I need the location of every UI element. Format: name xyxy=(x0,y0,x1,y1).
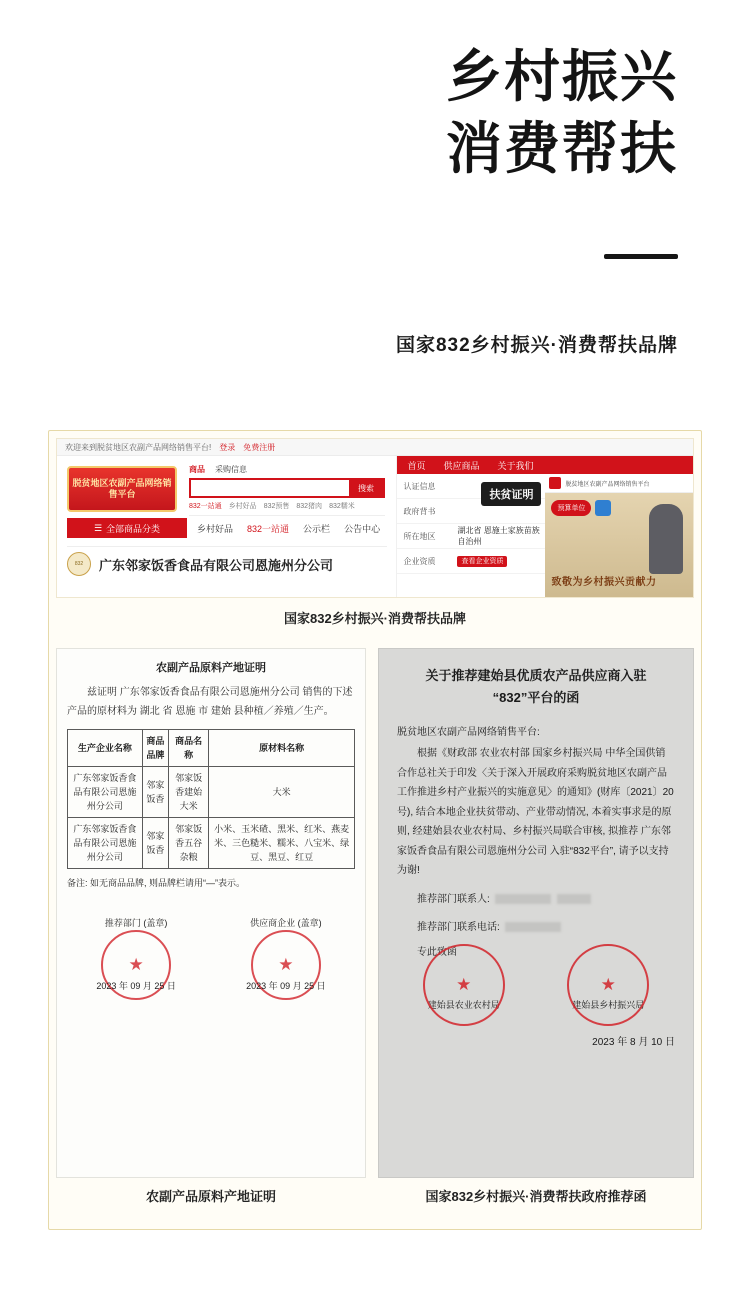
contact-person-label: 推荐部门联系人: xyxy=(417,893,490,905)
cell-material-0: 大米 xyxy=(209,767,355,818)
view-qualification-button[interactable]: 查看企业资质 xyxy=(457,556,507,567)
stamp-agriculture-bureau-letter: ★ xyxy=(423,944,505,1026)
cell-producer-1: 广东邻家饭香食品有限公司恩施州分公司 xyxy=(68,818,143,869)
search-tab-goods[interactable]: 商品 xyxy=(189,465,205,474)
letter-dept-left-label: 建始县农业农村局 xyxy=(427,999,500,1010)
banner-topstrip xyxy=(545,474,693,493)
menu-icon: ☰ xyxy=(93,522,103,533)
nav-item-1[interactable]: 832一站通 xyxy=(247,523,290,534)
government-recommendation-letter xyxy=(378,648,694,1178)
info-key-2: 所在地区 xyxy=(403,531,436,541)
letter-title-line1: 关于推荐建始县优质农产品供应商入驻 xyxy=(425,668,647,683)
star-icon: ★ xyxy=(278,955,294,974)
tab-supply-goods[interactable]: 供应商品 xyxy=(443,460,480,471)
platform-right-tabs xyxy=(397,456,693,474)
letter-contact-person xyxy=(397,891,675,909)
search-keywords xyxy=(189,501,385,516)
keyword-0[interactable]: 832一站通 xyxy=(189,503,222,510)
origin-certificate-paragraph: 兹证明 广东邻家饭香食品有限公司恩施州分公司 销售的下述产品的原材料为 湖北 省 恩施 市 建始 县种植／养殖／生产。 xyxy=(67,687,353,717)
banner-pill-button[interactable]: 预算单位 xyxy=(551,500,591,516)
cell-brand-1: 邻家饭香 xyxy=(142,818,168,869)
signature-row xyxy=(67,916,355,994)
keyword-4[interactable]: 832糯米 xyxy=(329,503,355,510)
origin-certificate-caption: 农副产品原料产地证明 xyxy=(145,1189,276,1204)
contact-phone-label: 推荐部门联系电话: xyxy=(417,921,500,933)
cell-product-0: 邻家饭香建始大米 xyxy=(169,767,209,818)
tab-home[interactable]: 首页 xyxy=(407,460,426,471)
redacted-contact-person xyxy=(495,894,551,904)
letter-title-line2: “832”平台的函 xyxy=(492,690,580,705)
platform-right xyxy=(397,456,693,598)
topbar-register-link[interactable]: 免费注册 xyxy=(243,442,276,452)
company-name: 广东邻家饭香食品有限公司恩施州分公司 xyxy=(99,557,334,573)
redacted-contact-phone xyxy=(505,922,561,932)
company-bar xyxy=(67,546,387,581)
cell-producer-0: 广东邻家饭香食品有限公司恩施州分公司 xyxy=(68,767,143,818)
search-tab-purchase[interactable]: 采购信息 xyxy=(215,465,247,474)
letter-contact-phone xyxy=(397,919,675,937)
col-raw-material: 原材料名称 xyxy=(209,730,355,767)
screenshot-caption: 国家832乡村振兴·消费帮扶品牌 xyxy=(283,611,467,626)
topbar-welcome: 欢迎来到脱贫地区农副产品网络销售平台! xyxy=(65,442,212,452)
hero-section xyxy=(0,0,750,300)
info-row xyxy=(397,524,545,549)
origin-certificate-table xyxy=(67,729,355,869)
letter-paragraph: 根据《财政部 农业农村部 国家乡村振兴局 中华全国供销合作总社关于印发〈关于深入开展政府采购脱贫地区农副产品工作推进乡村产业振兴的实施意见〉的通知》(财库〔2021〕20 号), 结合本地企业扶贫带动、产业带动情况, 本着实事求是的原则, 经建始县农业农村局、乡村振兴局联合审核, 拟推荐 广东邻家饭香食品有限公司恩施州分公司 入驻“832平台”, 请予以支持为谢! xyxy=(397,748,674,876)
info-value-2: 湖北省 恩施土家族苗族自治州 xyxy=(457,526,540,546)
promo-banner xyxy=(545,474,693,598)
hero-divider xyxy=(604,254,678,259)
letter-title xyxy=(397,665,675,709)
hero-subtitle: 国家832乡村振兴·消费帮扶品牌 xyxy=(395,335,678,356)
hero-title xyxy=(446,46,678,180)
banner-pill-row xyxy=(551,500,611,516)
letter-dept-right xyxy=(542,974,675,1011)
letter-dept-left xyxy=(397,974,530,1011)
letter-date: 2023 年 8 月 10 日 xyxy=(592,1036,675,1048)
search-tabs xyxy=(189,464,385,475)
cell-material-1: 小米、玉米碴、黑米、红米、燕麦米、三色糙米、糯米、八宝米、绿豆、黑豆、红豆 xyxy=(209,818,355,869)
table-row xyxy=(68,767,355,818)
platform-body xyxy=(57,456,693,598)
signature-right-label: 供应商企业 (盖章) xyxy=(250,918,322,928)
banner-slogan: 致敬为乡村振兴贡献力 xyxy=(551,577,657,588)
banner-mark-icon xyxy=(549,477,561,489)
letter-closing: 专此致函 xyxy=(417,946,457,958)
cell-product-1: 邻家饭香五谷杂粮 xyxy=(169,818,209,869)
topbar-login-link[interactable]: 登录 xyxy=(219,442,236,452)
info-key-1: 政府背书 xyxy=(403,506,436,516)
info-key-0: 认证信息 xyxy=(403,481,436,491)
letter-caption: 国家832乡村振兴·消费帮扶政府推荐函 xyxy=(425,1189,647,1204)
platform-topbar xyxy=(57,439,693,456)
stamp-rural-revitalization-bureau: ★ xyxy=(567,944,649,1026)
table-header-row xyxy=(68,730,355,767)
nav-item-0[interactable]: 乡村好品 xyxy=(197,523,234,534)
hero-title-line1: 乡村振兴 xyxy=(446,45,678,108)
platform-left xyxy=(57,456,397,598)
cell-brand-0: 邻家饭香 xyxy=(142,767,168,818)
table-row xyxy=(68,818,355,869)
signature-right-date: 2023 年 09 月 25 日 xyxy=(246,981,326,991)
keyword-3[interactable]: 832猪肉 xyxy=(296,503,323,510)
banner-figure xyxy=(649,504,683,574)
letter-dept-row xyxy=(397,974,675,1011)
keyword-2[interactable]: 832预售 xyxy=(263,503,290,510)
signature-right xyxy=(217,916,355,994)
col-product-name: 商品名称 xyxy=(169,730,209,767)
avatar xyxy=(595,500,611,516)
nav-items xyxy=(187,522,387,535)
all-categories-button[interactable] xyxy=(67,518,187,538)
signature-left-label: 推荐部门 (盖章) xyxy=(104,918,168,928)
signature-left-date: 2023 年 09 月 25 日 xyxy=(96,981,176,991)
col-producer: 生产企业名称 xyxy=(68,730,143,767)
origin-certificate-title: 农副产品原料产地证明 xyxy=(156,662,266,674)
poverty-certificate-badge: 扶贫证明 xyxy=(481,482,541,506)
platform-screenshot xyxy=(56,438,694,598)
banner-mark-text: 脱贫地区农副产品网络销售平台 xyxy=(565,481,650,488)
search-button[interactable]: 搜索 xyxy=(349,480,383,496)
search-area xyxy=(189,464,385,516)
origin-certificate-document xyxy=(56,648,366,1178)
letter-dept-right-label: 建始县乡村振兴局 xyxy=(572,999,645,1010)
tab-about-us[interactable]: 关于我们 xyxy=(497,460,534,471)
letter-lead: 脱贫地区农副产品网络销售平台: xyxy=(397,727,540,738)
platform-navbar xyxy=(67,518,387,538)
origin-certificate-note: 备注: 如无商品品牌, 则品牌栏请用“—”表示。 xyxy=(67,878,245,888)
star-icon: ★ xyxy=(128,955,144,974)
nav-item-3[interactable]: 公告中心 xyxy=(344,523,381,534)
search-input[interactable] xyxy=(191,480,349,496)
hero-title-line2: 消费帮扶 xyxy=(446,117,678,180)
info-row xyxy=(397,549,545,574)
signature-left xyxy=(67,916,205,994)
nav-item-2[interactable]: 公示栏 xyxy=(303,523,331,534)
redacted-contact-person-2 xyxy=(557,894,591,904)
platform-logo[interactable]: 脱贫地区农副产品网络销售平台 xyxy=(67,466,177,512)
company-seal-icon: 832 xyxy=(67,552,91,576)
col-brand: 商品品牌 xyxy=(142,730,168,767)
info-key-3: 企业资质 xyxy=(403,556,436,566)
keyword-1[interactable]: 乡村好品 xyxy=(228,503,257,510)
all-categories-label: 全部商品分类 xyxy=(106,523,161,534)
search-field[interactable] xyxy=(189,478,385,498)
